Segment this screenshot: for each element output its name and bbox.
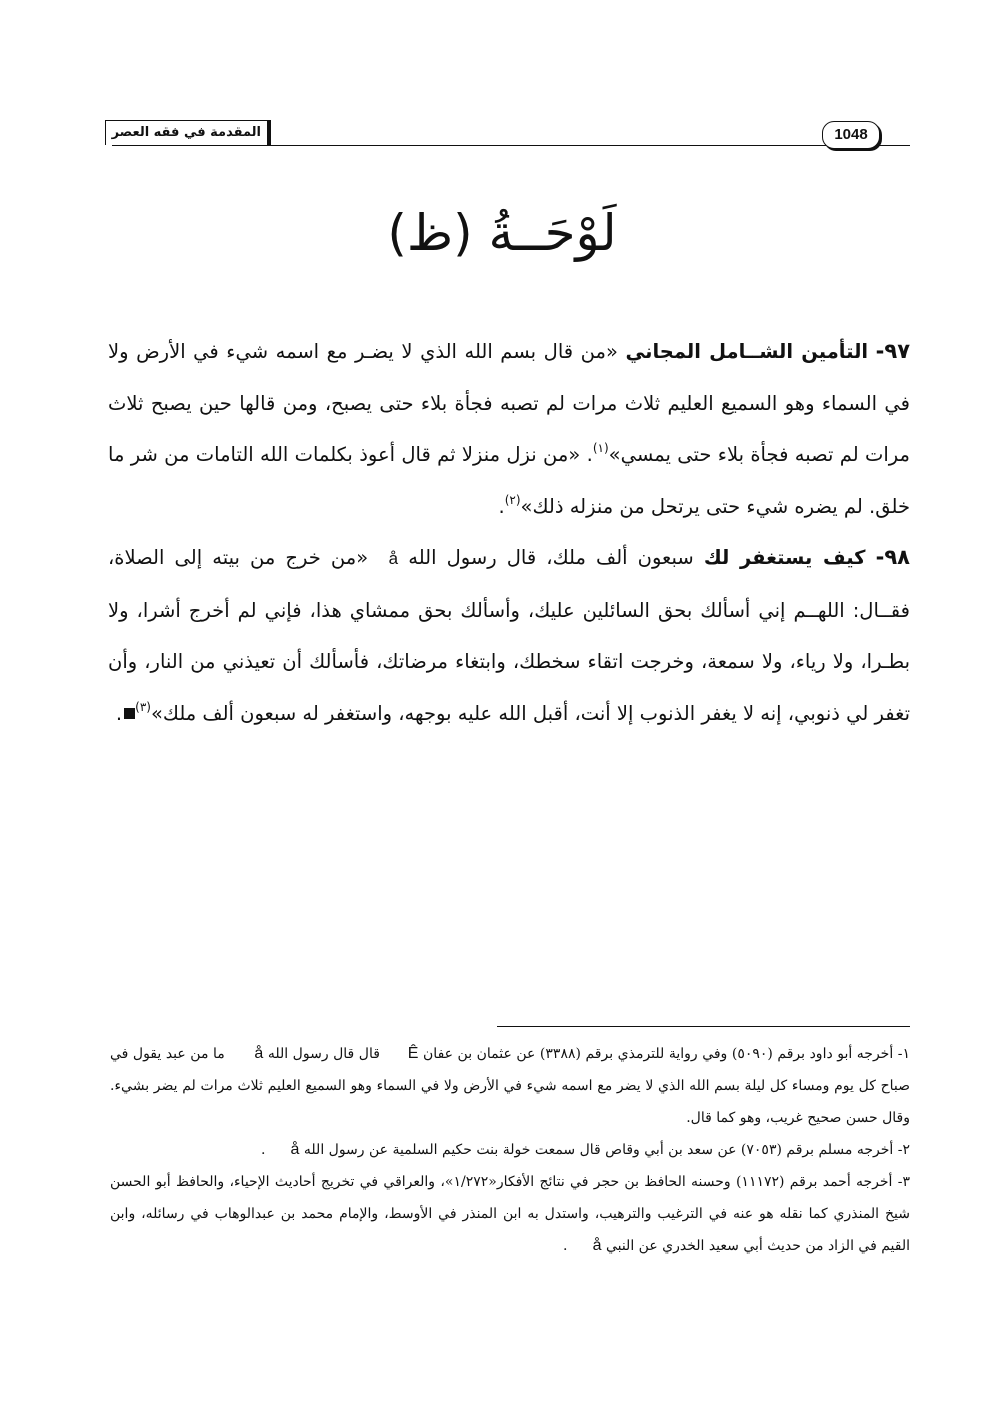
entry-title: التأمين الشــامل المجاني: [625, 340, 869, 363]
page-number: 1048: [822, 121, 880, 149]
footnote-3: [110, 1166, 910, 1262]
footnote-2: [110, 1134, 910, 1166]
plate-title: لَوْحَــةُ (ظ): [387, 204, 617, 262]
entry-text: «من قال بسم الله الذي لا يضـر مع اسمه شيء في الأرض ولا في السماء وهو السميع العليم ثلاث مرات لم تصبه فجأة بلاء حتى يصبح، ومن قالها حين يصبح ثلاث مرات لم تصبه فجأة بلاء حتى يمسي»: [108, 340, 910, 466]
footnotes: [110, 1038, 910, 1262]
footnote-text: .: [261, 1142, 266, 1158]
entry-98: [108, 532, 910, 739]
entry-number: ٩٨-: [875, 545, 910, 569]
entry-97: [108, 326, 910, 532]
footnote-ref-3[interactable]: (٣): [135, 699, 151, 714]
footnote-text: قال قال رسول الله: [267, 1046, 380, 1062]
main-text: [108, 326, 910, 739]
honorific-glyph: Ê: [407, 1045, 419, 1062]
footnote-ref-2[interactable]: (٢): [504, 492, 521, 507]
entry-text: .: [498, 494, 505, 518]
honorific-glyph: å: [592, 1237, 602, 1254]
footnote-1: [110, 1038, 910, 1134]
entry-text: . «من نزل منزلا ثم قال أعوذ بكلمات الله التامات من شر ما خلق. لم يضره شيء حتى يرتحل من منزله ذلك»: [108, 443, 910, 518]
footnote-ref-1[interactable]: (١): [592, 441, 609, 455]
end-square-mark: [124, 708, 135, 719]
footnote-text: ١- أخرجه أبو داود برقم (٥٠٩٠) وفي رواية للترمذي برقم (٣٣٨٨) عن عثمان بن عفان: [423, 1046, 911, 1062]
honorific-glyph: å: [254, 1045, 264, 1062]
entry-number: ٩٧-: [875, 339, 911, 363]
footnote-text: ٢- أخرجه مسلم برقم (٧٠٥٣) عن سعد بن أبي وقاص قال سمعت خولة بنت حكيم السلمية عن رسول الله: [303, 1142, 910, 1158]
book-title: المقدمة في فقه العصر: [105, 120, 268, 145]
footnote-text: .: [563, 1238, 568, 1254]
honorific-glyph: å: [388, 549, 399, 568]
entry-title: كيف يستغفر لك: [703, 546, 866, 569]
entry-text: .: [115, 701, 123, 725]
header-rule: [112, 145, 910, 146]
honorific-glyph: å: [290, 1141, 300, 1158]
entry-text: «من خرج من بيته إلى الصلاة، فقــال: اللهــم إني أسألك بحق السائلين عليك، وأسألك بحق ممشاي هذا، فإني لم أخرج أشرا، ولا بطـرا، ولا رياء، ولا سمعة، وخرجت اتقاء سخطك، وابتغاء مرضاتك، فأسألك أن تعيذني من النار، وأن تغفر لي ذنوبي، إنه لا يغفر الذنوب إلا أنت، أقبل الله عليه بوجهه، واستغفر له سبعون ألف ملك»: [108, 546, 910, 725]
footnote-rule: [497, 1026, 910, 1027]
footnote-text: ما من عبد يقول في صباح كل يوم ومساء كل ليلة بسم الله الذي لا يضر مع اسمه شيء في الأرض ولا في السماء وهو السميع العليم ثلاث مرات لم يضر بشيء. وقال حسن صحيح غريب، وهو كما قال.: [110, 1046, 910, 1126]
entry-text: سبعون ألف ملك، قال رسول الله: [408, 546, 694, 569]
footnote-text: ٣- أخرجه أحمد برقم (١١١٧٢) وحسنه الحافظ بن حجر في نتائج الأفكار«١/٢٧٢»، والعراقي في تخريج أحاديث الإحياء، والحافظ أبو الحسن شيخ المنذري كما نقله هو عنه في الترغيب والترهيب، واستدل به ابن المنذر في الأوسط، والإمام محمد بن عبدالوهاب في رسائله، وابن القيم في الزاد من حديث أبي سعيد الخدري عن النبي: [110, 1174, 910, 1254]
